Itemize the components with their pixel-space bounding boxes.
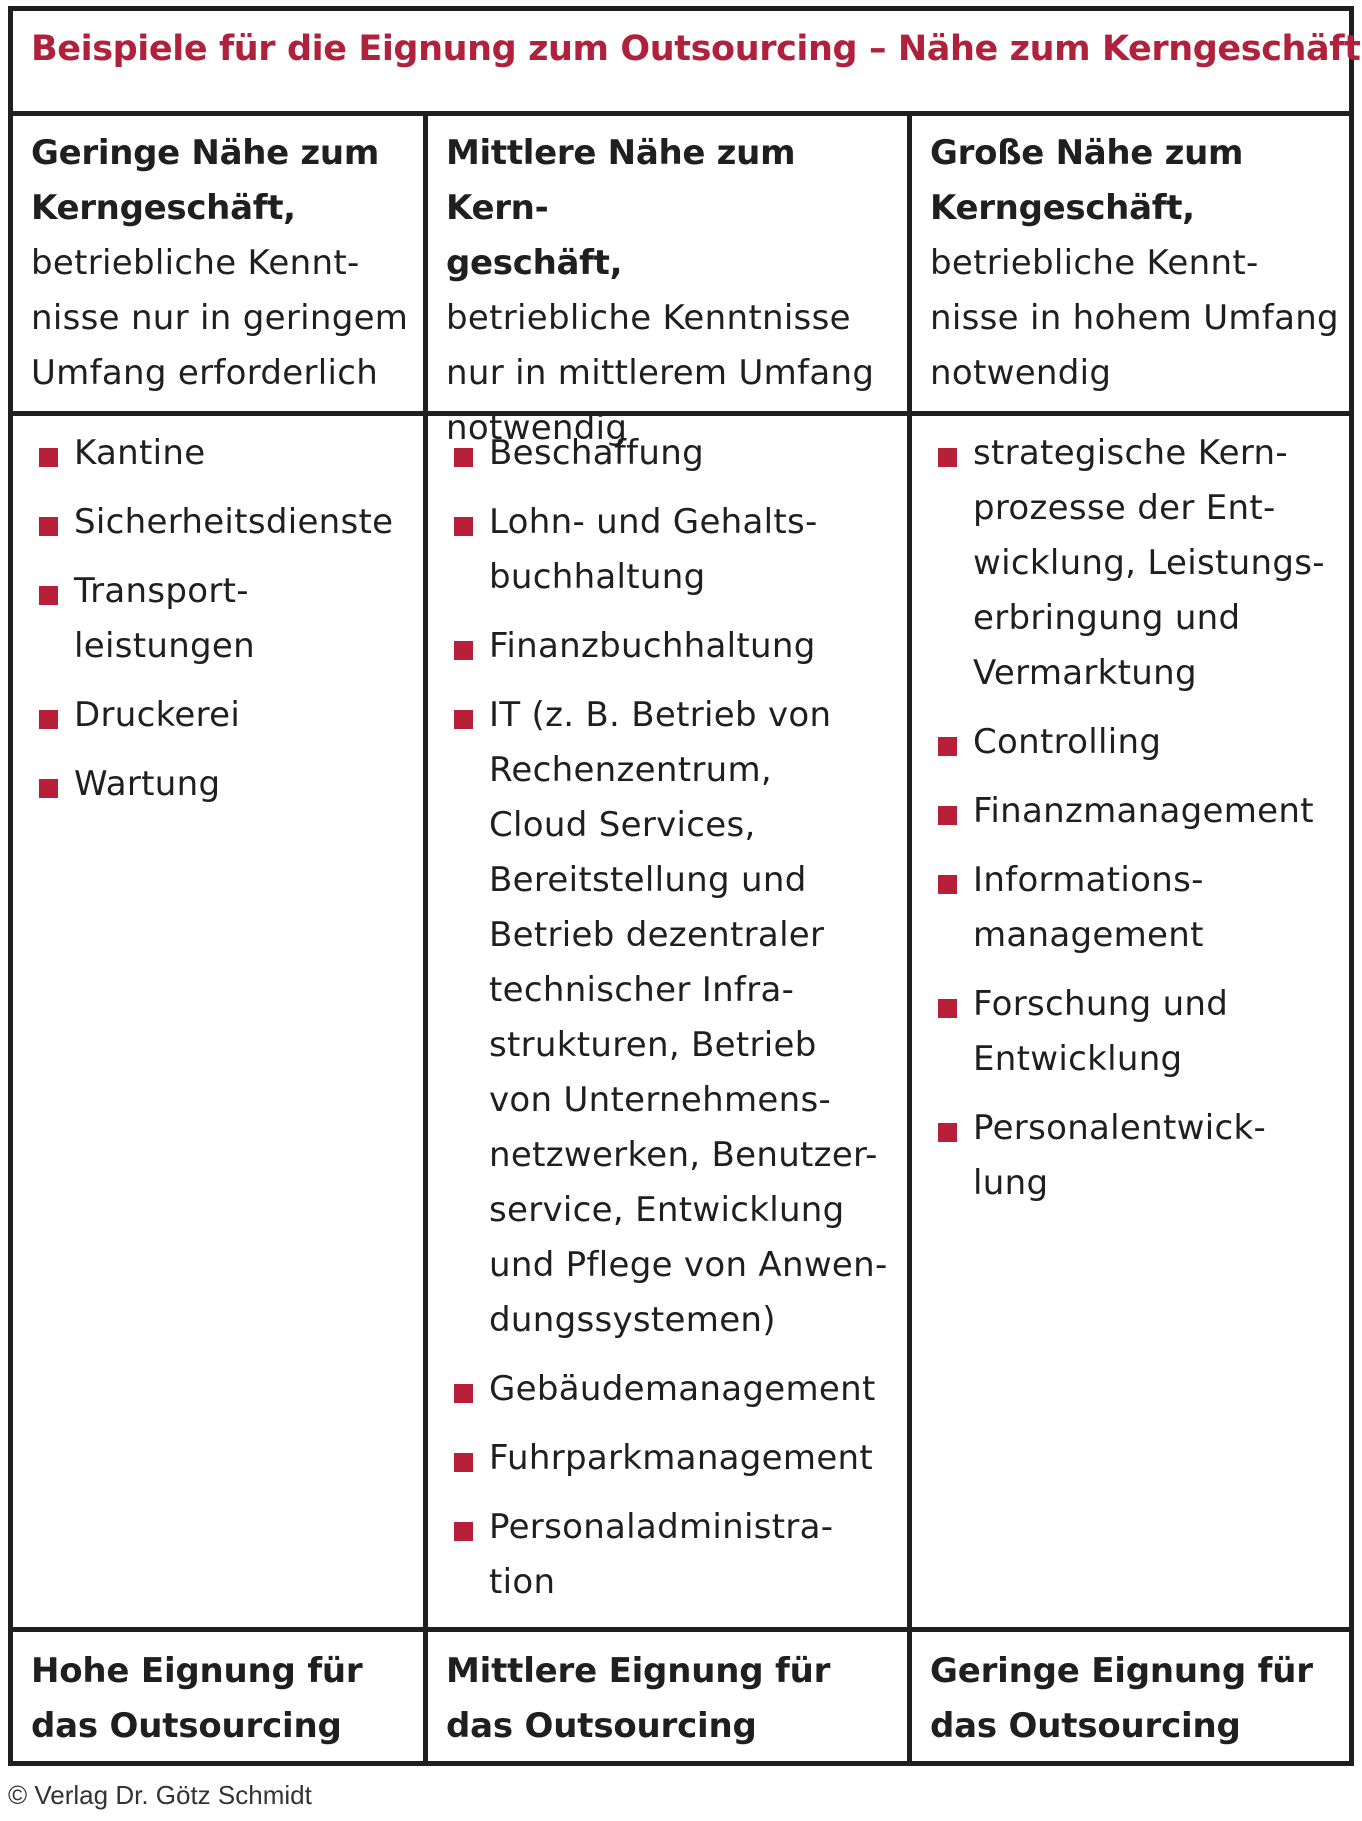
square-bullet-icon	[938, 875, 957, 894]
list-item-text: Fuhrparkmanagement	[489, 1438, 874, 1478]
header-description: betriebliche Kenntnisse nur in mittlerem Umfang notwendig	[446, 298, 875, 448]
outsourcing-table	[8, 6, 1361, 1766]
suitability-high: Hohe Eignung für das Outsourcing	[13, 1632, 428, 1761]
header-high-proximity	[912, 116, 1349, 416]
list-item	[930, 1101, 1339, 1211]
square-bullet-icon	[938, 737, 957, 756]
list-item-text: Forschung und Entwicklung	[973, 984, 1229, 1079]
list-item-text: Sicherheitsdienste	[74, 502, 394, 542]
list-item	[930, 715, 1339, 770]
header-medium-proximity	[428, 116, 912, 448]
square-bullet-icon	[454, 1384, 473, 1403]
header-title: Geringe Nähe zum Kerngeschäft,	[31, 133, 379, 228]
square-bullet-icon	[938, 999, 957, 1018]
list-item	[446, 1362, 897, 1417]
example-list	[31, 426, 413, 812]
list-item	[930, 977, 1339, 1087]
list-item-text: Kantine	[74, 433, 206, 473]
header-description: betriebliche Kennt- nisse in hohem Umfang notwendig	[930, 243, 1339, 393]
list-item-text: Druckerei	[74, 695, 241, 735]
list-item-text: Wartung	[74, 764, 221, 804]
square-bullet-icon	[454, 1453, 473, 1472]
list-item	[31, 564, 413, 674]
square-bullet-icon	[39, 586, 58, 605]
copyright-notice: © Verlag Dr. Götz Schmidt	[8, 1780, 312, 1810]
list-item-text: Transport- leistungen	[74, 571, 256, 666]
list-item-text: IT (z. B. Betrieb von Rechenzentrum, Cloud Services, Bereitstellung und Betrieb dezentraler technischer Infra- strukturen, Betrieb von Unternehmens- netzwerken, Benutzer- service, Entwicklung und Pflege von Anwen- dungssystemen)	[489, 695, 888, 1340]
list-item-text: Finanzmanagement	[973, 791, 1314, 831]
examples-high-proximity	[912, 416, 1349, 1632]
header-low-proximity	[13, 116, 428, 416]
square-bullet-icon	[454, 710, 473, 729]
list-item-text: Lohn- und Gehalts- buchhaltung	[489, 502, 818, 597]
square-bullet-icon	[454, 448, 473, 467]
list-item	[930, 853, 1339, 963]
square-bullet-icon	[938, 1123, 957, 1142]
list-item-text: Finanzbuchhaltung	[489, 626, 816, 666]
square-bullet-icon	[938, 806, 957, 825]
square-bullet-icon	[454, 1522, 473, 1541]
list-item	[31, 495, 413, 550]
square-bullet-icon	[454, 641, 473, 660]
square-bullet-icon	[39, 448, 58, 467]
list-item-text: Controlling	[973, 722, 1162, 762]
list-item-text: Beschaffung	[489, 433, 704, 473]
square-bullet-icon	[938, 448, 957, 467]
square-bullet-icon	[39, 710, 58, 729]
list-item-text: Gebäudemanagement	[489, 1369, 876, 1409]
examples-low-proximity	[13, 416, 428, 1632]
header-title: Große Nähe zum Kerngeschäft,	[930, 133, 1244, 228]
list-item	[31, 757, 413, 812]
list-item-text: Personaladministra- tion	[489, 1507, 834, 1602]
list-item-text: Personalentwick- lung	[973, 1108, 1267, 1203]
list-item	[446, 1500, 897, 1610]
header-title: Mittlere Nähe zum Kern- geschäft,	[446, 133, 796, 283]
list-item-text: strategische Kern- prozesse der Ent- wicklung, Leistungs- erbringung und Vermarktung	[973, 433, 1325, 693]
example-list	[930, 426, 1339, 1211]
example-list	[446, 426, 897, 1610]
suitability-medium: Mittlere Eignung für das Outsourcing	[428, 1632, 912, 1761]
square-bullet-icon	[454, 517, 473, 536]
list-item	[930, 784, 1339, 839]
list-item	[31, 426, 413, 481]
header-description: betriebliche Kennt- nisse nur in geringem Umfang erforderlich	[31, 243, 409, 393]
table-title: Beispiele für die Eignung zum Outsourcing – Nähe zum Kerngeschäft	[13, 11, 1349, 116]
list-item	[446, 426, 897, 481]
square-bullet-icon	[39, 517, 58, 536]
list-item	[446, 495, 897, 605]
list-item	[31, 688, 413, 743]
list-item-text: Informations- management	[973, 860, 1204, 955]
suitability-low: Geringe Eignung für das Outsourcing	[930, 1651, 1313, 1746]
list-item	[930, 426, 1339, 701]
list-item	[446, 688, 897, 1348]
list-item	[446, 1431, 897, 1486]
examples-medium-proximity	[428, 416, 912, 1632]
list-item	[446, 619, 897, 674]
square-bullet-icon	[39, 779, 58, 798]
